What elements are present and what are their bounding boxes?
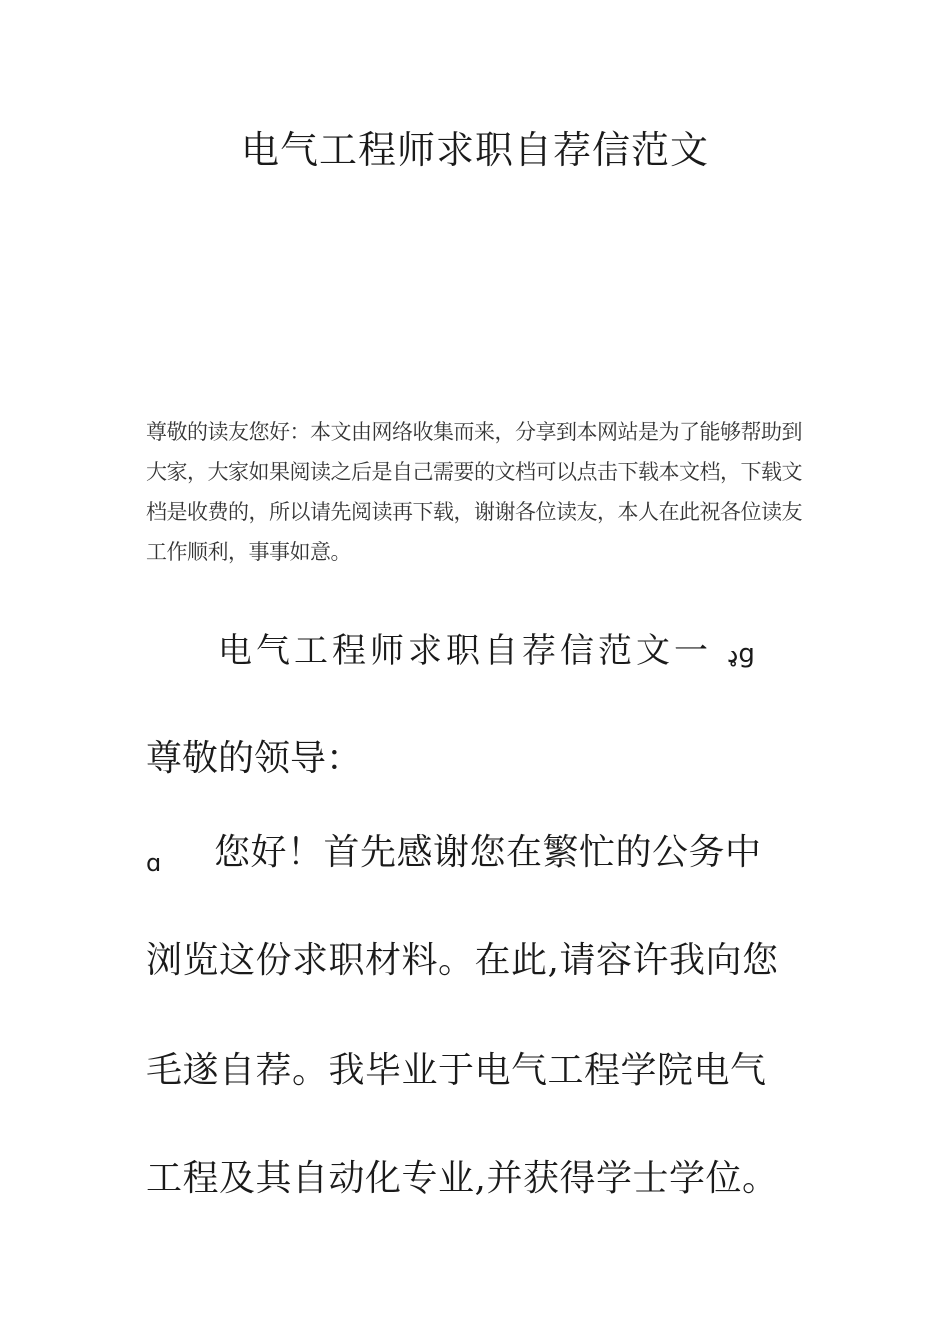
document-title: 电气工程师求职自荐信范文	[240, 128, 709, 172]
section-title	[218, 626, 755, 679]
salutation: 尊敬的领导：	[146, 738, 363, 779]
section-title-text: 电气工程师求职自荐信范文一	[218, 631, 712, 671]
body-line: 您好！首先感谢您在繁忙的公务中	[214, 832, 762, 873]
paragraph-mark: ɑ	[146, 849, 162, 877]
body-line: 毛遂自荐。我毕业于电气工程学院电气	[146, 1050, 767, 1091]
body-line: 浏览这份求职材料。在此,请容许我向您	[146, 940, 779, 981]
reader-notice: 尊敬的读友您好：本文由网络收集而来，分享到本网站是为了能够帮助到大家，大家如果阅读之后是自己需要的文档可以点击下载本文档，下载文档是收费的，所以请先阅读再下载，谢谢各位读友，本人在此祝各位读友工作顺利，事事如意。	[146, 420, 802, 564]
section-title-mark: ډg	[726, 639, 755, 669]
body-line: 工程及其自动化专业,并获得学士学位。	[146, 1158, 779, 1199]
